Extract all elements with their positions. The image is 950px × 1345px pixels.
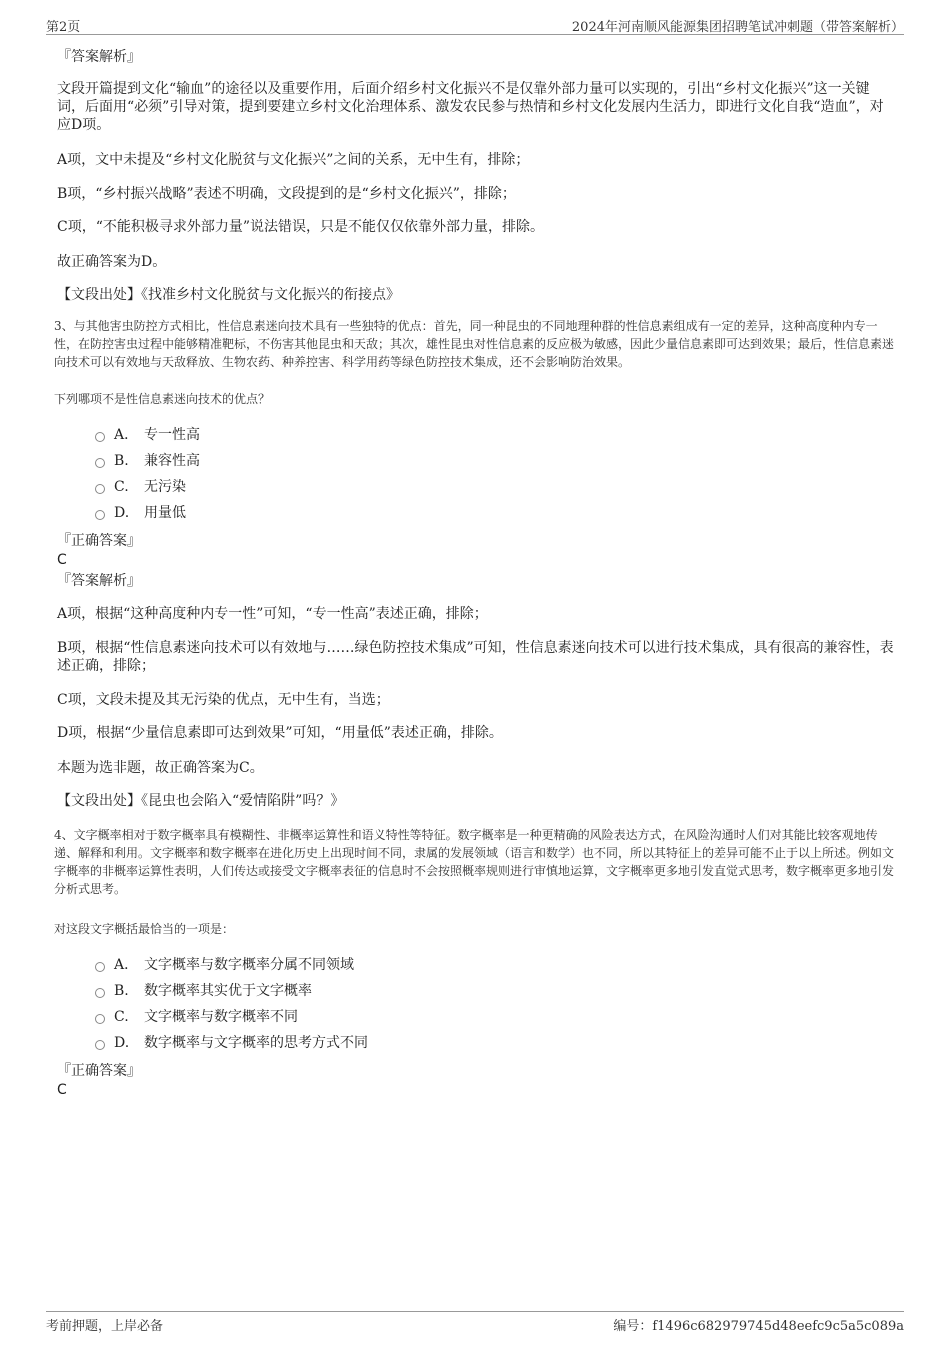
radio-button[interactable] <box>95 1014 105 1024</box>
option-text: 专一性高 <box>144 427 200 443</box>
analysis-label: 『答案解析』 <box>57 49 141 65</box>
page-number: 第2页 <box>46 20 81 35</box>
question-3-option-c[interactable] <box>95 477 186 497</box>
option-text: 兼容性高 <box>144 453 200 469</box>
analysis-conclusion: 故正确答案为D。 <box>57 254 167 270</box>
option-text: 文字概率与数字概率分属不同领域 <box>144 957 354 973</box>
question-3-prompt: 下列哪项不是性信息素迷向技术的优点？ <box>54 392 271 406</box>
question-4-option-c[interactable] <box>95 1007 298 1027</box>
option-letter: A． <box>114 427 139 443</box>
radio-button[interactable] <box>95 484 105 494</box>
question-3-option-d[interactable] <box>95 503 186 523</box>
option-letter: C. <box>114 1009 129 1025</box>
analysis-option-b: B项，根据“性信息素迷向技术可以有效地与……绿色防控技术集成”可知，性信息素迷向技术可以进行技术集成，具有很高的兼容性，表述正确，排除； <box>57 640 894 674</box>
page-footer <box>46 1311 904 1334</box>
question-3-option-b[interactable] <box>95 451 200 471</box>
correct-answer-value: C <box>57 1082 67 1098</box>
option-letter: C. <box>114 479 129 495</box>
analysis-option-b: B项，“乡村振兴战略”表述不明确，文段提到的是“乡村文化振兴”，排除； <box>57 186 516 202</box>
option-letter: B. <box>114 453 129 469</box>
document-title: 2024年河南顺风能源集团招聘笔试冲刺题（带答案解析） <box>571 20 904 35</box>
correct-answer-label: 『正确答案』 <box>57 1063 141 1079</box>
radio-button[interactable] <box>95 962 105 972</box>
correct-answer-value: C <box>57 552 67 568</box>
document-code: 编号：f1496c682979745d48eefc9c5a5c089a <box>613 1319 904 1334</box>
question-3-passage: 3、与其他害虫防控方式相比，性信息素迷向技术具有一些独特的优点：首先，同一种昆虫的不同地理种群的性信息素组成有一定的差异，这种高度种内专一性，在防控害虫过程中能够精准靶标，不伤害其他昆虫和天敌；其次，雄性昆虫对性信息素的反应极为敏感，因此少量信息素即可达到效果；最后，性信息素迷向技术可以有效地与天敌释放、生物农药、种养控害、科学用药等绿色防控技术集成，还不会影响防治效果。 <box>54 319 895 369</box>
page-header <box>46 14 904 35</box>
option-text: 用量低 <box>144 505 186 521</box>
question-4-option-b[interactable] <box>95 981 312 1001</box>
question-4-prompt: 对这段文字概括最恰当的一项是： <box>54 922 235 936</box>
question-4-option-d[interactable] <box>95 1033 368 1053</box>
option-letter: A． <box>114 957 139 973</box>
radio-button[interactable] <box>95 458 105 468</box>
analysis-option-c: C项，文段未提及其无污染的优点，无中生有，当选； <box>57 692 390 708</box>
radio-button[interactable] <box>95 988 105 998</box>
analysis-label: 『答案解析』 <box>57 573 141 589</box>
option-text: 无污染 <box>144 479 186 495</box>
option-text: 数字概率其实优于文字概率 <box>144 983 312 999</box>
analysis-option-d: D项，根据“少量信息素即可达到效果”可知，“用量低”表述正确，排除。 <box>57 725 503 741</box>
question-4-passage: 4、文字概率相对于数字概率具有模糊性、非概率运算性和语义特性等特征。数字概率是一种更精确的风险表达方式，在风险沟通时人们对其能比较客观地传递、解释和利用。文字概率和数字概率在进化历史上出现时间不同，隶属的发展领域（语言和数学）也不同，所以其特征上的差异可能不止于以上所述。例如文字概率的非概率运算性表明，人们传达或接受文字概率表征的信息时不会按照概率规则进行审慎地运算，文字概率更多地引发直觉式思考，数字概率更多地引发分析式思考。 <box>54 828 895 896</box>
analysis-conclusion: 本题为选非题，故正确答案为C。 <box>57 760 264 776</box>
option-letter: D. <box>114 505 130 521</box>
passage-source: 【文段出处】《昆虫也会陷入“爱情陷阱”吗？》 <box>57 793 345 809</box>
analysis-option-a: A项，文中未提及“乡村文化脱贫与文化振兴”之间的关系，无中生有，排除； <box>57 152 530 168</box>
radio-button[interactable] <box>95 1040 105 1050</box>
analysis-option-c: C项，“不能积极寻求外部力量”说法错误，只是不能仅仅依靠外部力量，排除。 <box>57 219 545 235</box>
correct-answer-label: 『正确答案』 <box>57 533 141 549</box>
analysis-option-a: A项，根据“这种高度种内专一性”可知，“专一性高”表述正确，排除； <box>57 606 488 622</box>
radio-button[interactable] <box>95 510 105 520</box>
passage-source: 【文段出处】《找准乡村文化脱贫与文化振兴的衔接点》 <box>57 287 400 303</box>
question-3-option-a[interactable] <box>95 425 200 445</box>
footer-slogan: 考前押题，上岸必备 <box>46 1319 164 1334</box>
radio-button[interactable] <box>95 432 105 442</box>
question-4-option-a[interactable] <box>95 955 354 975</box>
option-text: 数字概率与文字概率的思考方式不同 <box>144 1035 368 1051</box>
analysis-paragraph: 文段开篇提到文化“输血”的途径以及重要作用，后面介绍乡村文化振兴不是仅靠外部力量可以实现的，引出“乡村文化振兴”这一关键词，后面用“必须”引导对策，提到要建立乡村文化治理体系、激发农民参与热情和乡村文化发展内生活力，即进行文化自我“造血”，对应D项。 <box>57 81 884 133</box>
option-letter: D. <box>114 1035 130 1051</box>
option-text: 文字概率与数字概率不同 <box>144 1009 298 1025</box>
option-letter: B. <box>114 983 129 999</box>
